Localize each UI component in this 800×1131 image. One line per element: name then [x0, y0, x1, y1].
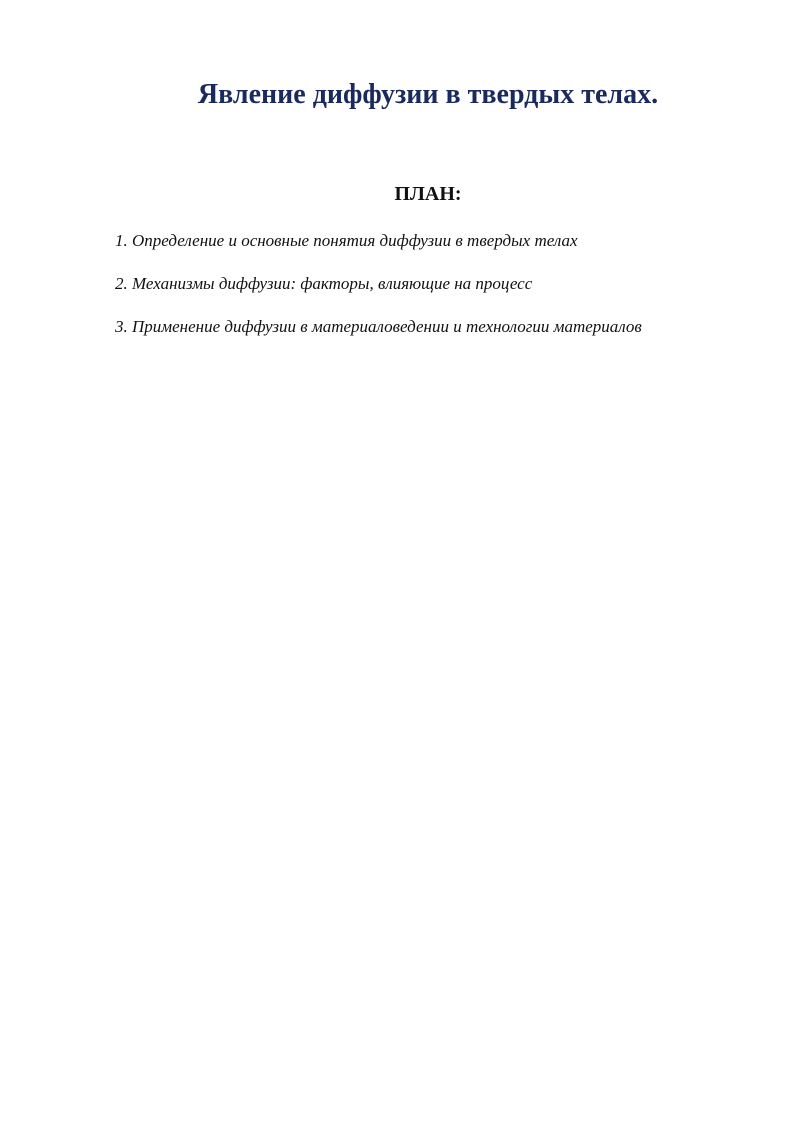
plan-item: 1. Определение и основные понятия диффузии в твердых телах — [115, 231, 578, 250]
plan-heading: ПЛАН: — [394, 183, 462, 205]
plan-item: 3. Применение диффузии в материаловедении и технологии материалов — [115, 317, 642, 336]
plan-list — [115, 229, 775, 358]
document-title: Явление диффузии в твердых телах. — [197, 79, 659, 110]
plan-item: 2. Механизмы диффузии: факторы, влияющие на процесс — [115, 274, 533, 293]
